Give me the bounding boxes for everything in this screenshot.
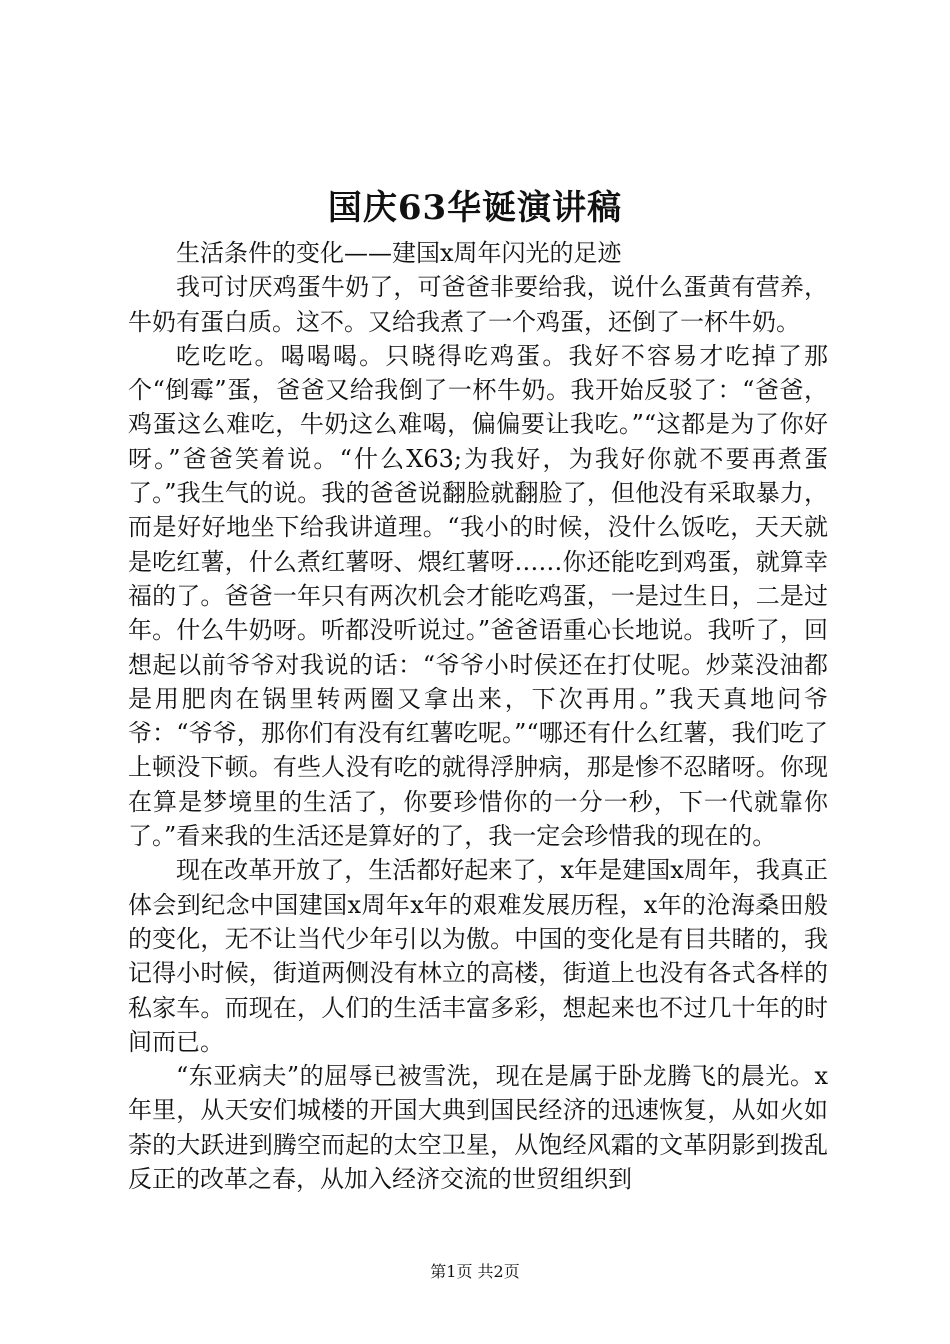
body-paragraph: 吃吃吃。喝喝喝。只晓得吃鸡蛋。我好不容易才吃掉了那个“倒霉”蛋，爸爸又给我倒了一杯牛奶。我开始反驳了：“爸爸，鸡蛋这么难吃，牛奶这么难喝，偏偏要让我吃。”“这都是为了你好呀。”爸爸笑着说。“什么X63;为我好，为我好你就不要再煮蛋了。”我生气的说。我的爸爸说翻脸就翻脸了，但他没有采取暴力，而是好好地坐下给我讲道理。“我小的时候，没什么饭吃，天天就是吃红薯，什么煮红薯呀、煨红薯呀……你还能吃到鸡蛋，就算幸福的了。爸爸一年只有两次机会才能吃鸡蛋，一是过生日，二是过年。什么牛奶呀。听都没听说过。”爸爸语重心长地说。我听了，回想起以前爷爷对我说的话：“爷爷小时侯还在打仗呢。炒菜没油都是用肥肉在锅里转两圈又拿出来，下次再用。”我天真地问爷爷：“爷爷，那你们有没有红薯吃呢。”“哪还有什么红薯，我们吃了上顿没下顿。有些人没有吃的就得浮肿病，那是惨不忍睹呀。你现在算是梦境里的生活了，你要珍惜你的一分一秒，下一代就靠你了。”看来我的生活还是算好的了，我一定会珍惜我的现在的。 [128, 341, 828, 851]
body-paragraph: 我可讨厌鸡蛋牛奶了，可爸爸非要给我，说什么蛋黄有营养，牛奶有蛋白质。这不。又给我煮了一个鸡蛋，还倒了一杯牛奶。 [128, 273, 828, 336]
page-number-footer: 第1页 共2页 [430, 1262, 520, 1281]
document-body [128, 236, 828, 1196]
document-title: 国庆63华诞演讲稿 [327, 188, 623, 228]
body-paragraph: “东亚病夫”的屈辱已被雪洗，现在是属于卧龙腾飞的晨光。x年里，从天安们城楼的开国大典到国民经济的迅速恢复，从如火如荼的大跃进到腾空而起的太空卫星，从饱经风霜的文革阴影到拨乱反正的改革之春，从加入经济交流的世贸组织到 [128, 1062, 828, 1194]
body-paragraph: 现在改革开放了，生活都好起来了，x年是建国x周年，我真正体会到纪念中国建国x周年x年的艰难发展历程，x年的沧海桑田般的变化，无不让当代少年引以为傲。中国的变化是有目共睹的，我记得小时候，街道两侧没有林立的高楼，街道上也没有各式各样的私家车。而现在，人们的生活丰富多彩，想起来也不过几十年的时间而已。 [128, 856, 828, 1056]
subtitle-paragraph: 生活条件的变化——建国x周年闪光的足迹 [176, 239, 622, 267]
